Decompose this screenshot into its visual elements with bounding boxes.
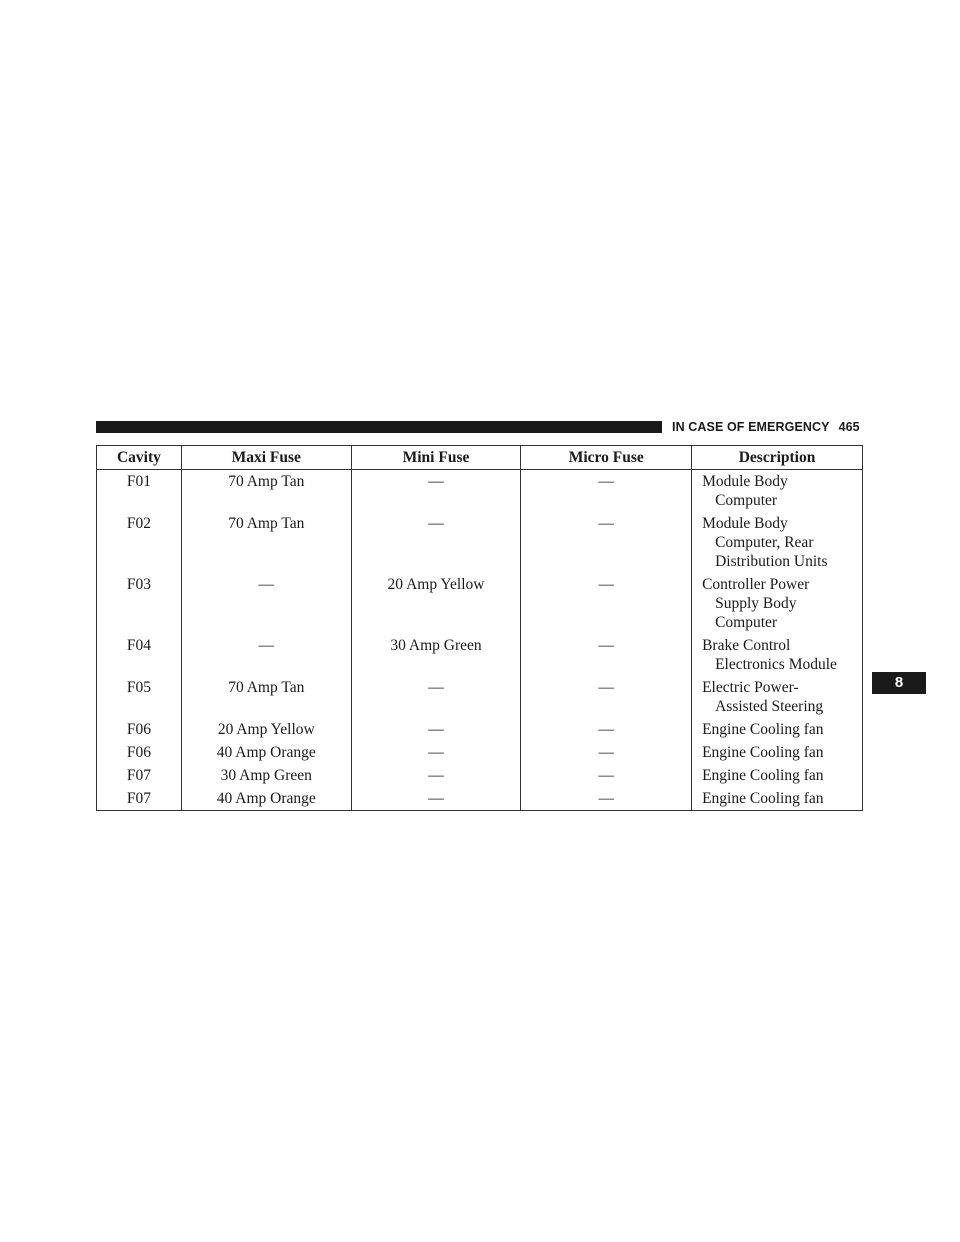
cell-maxi-fuse: 40 Amp Orange xyxy=(181,787,351,811)
cell-micro-fuse: — xyxy=(521,470,692,513)
cell-description xyxy=(692,573,863,634)
description-line: Computer xyxy=(715,492,778,509)
cell-micro-fuse: — xyxy=(521,512,692,573)
description-line: Engine Cooling fan xyxy=(702,767,824,784)
cell-cavity: F05 xyxy=(97,676,182,718)
running-header xyxy=(672,418,860,436)
column-header-mini-fuse: Mini Fuse xyxy=(351,446,521,470)
table-body xyxy=(97,470,863,811)
description-line: Computer, Rear xyxy=(715,534,814,551)
description-line: Distribution Units xyxy=(715,553,828,570)
cell-micro-fuse: — xyxy=(521,718,692,741)
table-row xyxy=(97,718,863,741)
column-header-description: Description xyxy=(692,446,863,470)
cell-maxi-fuse: 20 Amp Yellow xyxy=(181,718,351,741)
cell-mini-fuse: — xyxy=(351,764,521,787)
description-line: Electric Power- xyxy=(702,679,799,696)
cell-cavity: F07 xyxy=(97,764,182,787)
cell-cavity: F07 xyxy=(97,787,182,811)
table-row xyxy=(97,741,863,764)
cell-maxi-fuse: 70 Amp Tan xyxy=(181,470,351,513)
cell-description xyxy=(692,741,863,764)
cell-mini-fuse: — xyxy=(351,512,521,573)
cell-mini-fuse: — xyxy=(351,470,521,513)
cell-cavity: F04 xyxy=(97,634,182,676)
cell-cavity: F01 xyxy=(97,470,182,513)
cell-description xyxy=(692,764,863,787)
cell-mini-fuse: — xyxy=(351,676,521,718)
cell-maxi-fuse: 70 Amp Tan xyxy=(181,512,351,573)
description-line: Engine Cooling fan xyxy=(702,744,824,761)
cell-description xyxy=(692,787,863,811)
cell-description xyxy=(692,718,863,741)
cell-micro-fuse: — xyxy=(521,676,692,718)
table-row xyxy=(97,634,863,676)
table-row xyxy=(97,676,863,718)
cell-maxi-fuse: — xyxy=(181,634,351,676)
cell-micro-fuse: — xyxy=(521,787,692,811)
column-header-cavity: Cavity xyxy=(97,446,182,470)
cell-micro-fuse: — xyxy=(521,764,692,787)
cell-micro-fuse: — xyxy=(521,573,692,634)
description-line: Engine Cooling fan xyxy=(702,790,824,807)
table-row xyxy=(97,470,863,513)
cell-cavity: F02 xyxy=(97,512,182,573)
cell-cavity: F06 xyxy=(97,718,182,741)
table-row xyxy=(97,787,863,811)
cell-maxi-fuse: — xyxy=(181,573,351,634)
cell-mini-fuse: — xyxy=(351,718,521,741)
cell-description xyxy=(692,470,863,513)
cell-mini-fuse: — xyxy=(351,741,521,764)
description-line: Supply Body xyxy=(715,595,797,612)
section-title: IN CASE OF EMERGENCY xyxy=(672,420,830,434)
table-row xyxy=(97,573,863,634)
fuse-table xyxy=(96,445,863,811)
column-header-micro-fuse: Micro Fuse xyxy=(521,446,692,470)
cell-mini-fuse: — xyxy=(351,787,521,811)
table-row xyxy=(97,512,863,573)
table-header-row xyxy=(97,446,863,470)
cell-description xyxy=(692,676,863,718)
column-header-maxi-fuse: Maxi Fuse xyxy=(181,446,351,470)
description-line: Computer xyxy=(715,614,778,631)
page-number: 465 xyxy=(838,420,860,434)
cell-micro-fuse: — xyxy=(521,634,692,676)
cell-maxi-fuse: 40 Amp Orange xyxy=(181,741,351,764)
cell-maxi-fuse: 30 Amp Green xyxy=(181,764,351,787)
cell-description xyxy=(692,512,863,573)
description-line: Electronics Module xyxy=(715,656,837,673)
chapter-tab[interactable]: 8 xyxy=(872,672,926,694)
description-line: Assisted Steering xyxy=(715,698,824,715)
header-rule xyxy=(96,421,662,433)
description-line: Module Body xyxy=(702,515,788,532)
cell-maxi-fuse: 70 Amp Tan xyxy=(181,676,351,718)
cell-mini-fuse: 30 Amp Green xyxy=(351,634,521,676)
cell-cavity: F03 xyxy=(97,573,182,634)
cell-micro-fuse: — xyxy=(521,741,692,764)
description-line: Engine Cooling fan xyxy=(702,721,824,738)
table-row xyxy=(97,764,863,787)
description-line: Brake Control xyxy=(702,637,791,654)
cell-description xyxy=(692,634,863,676)
description-line: Module Body xyxy=(702,473,788,490)
cell-mini-fuse: 20 Amp Yellow xyxy=(351,573,521,634)
cell-cavity: F06 xyxy=(97,741,182,764)
description-line: Controller Power xyxy=(702,576,810,593)
